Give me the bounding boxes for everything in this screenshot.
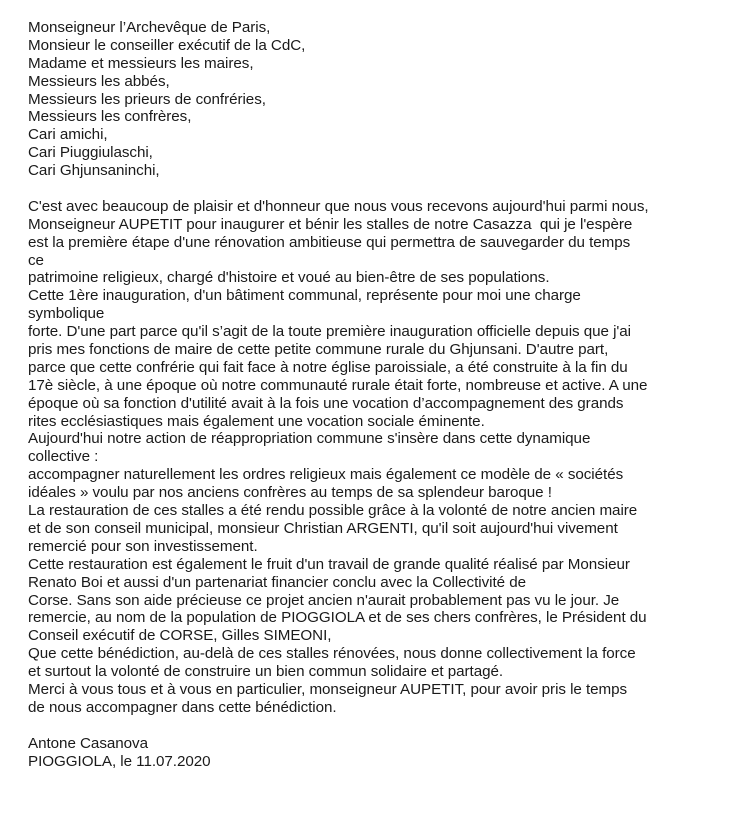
- body-text-line: accompagner naturellement les ordres religieux mais également ce modèle de « sociétés: [28, 466, 624, 484]
- body-text-line: remercié pour son investissement.: [28, 537, 258, 555]
- body-text-line: et de son conseil municipal, monsieur Christian ARGENTI, qu'il soit aujourd'hui vivement: [28, 519, 618, 537]
- letter-body: [28, 198, 718, 717]
- salutation-line: Monseigneur l’Archevêque de Paris,: [28, 19, 271, 36]
- body-text-line: collective :: [28, 448, 99, 466]
- body-text-line: 17è siècle, à une époque où notre communauté rurale était forte, nombreuse et active. A une: [28, 376, 648, 394]
- body-text-line: rites ecclésiastiques mais également une vocation sociale éminente.: [28, 412, 485, 430]
- body-text-line: symbolique: [28, 305, 105, 323]
- paragraph-gap: [28, 717, 718, 735]
- body-text-line: patrimoine religieux, chargé d'histoire et voué au bien-être de ses populations.: [28, 269, 550, 287]
- signature-block: [28, 735, 718, 771]
- body-text-line: idéales » voulu par nos anciens confrères au temps de sa splendeur baroque !: [28, 484, 552, 502]
- body-text-line: Cette 1ère inauguration, d'un bâtiment communal, représente pour moi une charge: [28, 287, 581, 305]
- body-text-line: parce que cette confrérie qui fait face à notre église paroissiale, a été construite à la fin du: [28, 358, 628, 376]
- body-text-line: pris mes fonctions de maire de cette petite commune rurale du Ghjunsani. D'autre part,: [28, 341, 609, 359]
- body-text-line: Conseil exécutif de CORSE, Gilles SIMEONI,: [28, 627, 332, 645]
- body-text-line: remercie, au nom de la population de PIOGGIOLA et de ses chers confrères, le Président du: [28, 609, 647, 627]
- salutation-line: Messieurs les prieurs de confréries,: [28, 90, 266, 108]
- letter-document: [28, 19, 718, 770]
- body-text-line: de nous accompagner dans cette bénédiction.: [28, 698, 337, 716]
- salutation-block: [28, 19, 718, 180]
- place-and-date: PIOGGIOLA, le 11.07.2020: [28, 752, 211, 770]
- salutation-line: Monsieur le conseiller exécutif de la CdC,: [28, 36, 306, 54]
- body-text-line: époque où sa fonction d'utilité avait à la fois une vocation d’accompagnement des grands: [28, 394, 624, 412]
- signatory-name: Antone Casanova: [28, 734, 148, 752]
- salutation-line: Cari amichi,: [28, 126, 108, 144]
- body-text-line: forte. D'une part parce qu'il s’agit de la toute première inauguration officielle depuis que j'ai: [28, 323, 631, 341]
- salutation-line: Cari Ghjunsaninchi,: [28, 162, 160, 180]
- body-text-line: C'est avec beaucoup de plaisir et d'honneur que nous vous recevons aujourd'hui parmi nous,: [28, 197, 649, 215]
- body-text-line: est la première étape d'une rénovation ambitieuse qui permettra de sauvegarder du temps: [28, 233, 631, 251]
- body-text-line: ce: [28, 251, 44, 269]
- body-text-line: Renato Boi et aussi d'un partenariat financier conclu avec la Collectivité de: [28, 573, 526, 591]
- body-text-line: Monseigneur AUPETIT pour inaugurer et bénir les stalles de notre Casazza qui je l'espère: [28, 215, 633, 233]
- salutation-line: Cari Piuggiulaschi,: [28, 144, 153, 162]
- body-text-line: Cette restauration est également le fruit d'un travail de grande qualité réalisé par Monsieur: [28, 555, 630, 573]
- body-text-line: et surtout la volonté de construire un bien commun solidaire et partagé.: [28, 663, 504, 681]
- body-text-line: La restauration de ces stalles a été rendu possible grâce à la volonté de notre ancien maire: [28, 502, 638, 520]
- body-text-line: Corse. Sans son aide précieuse ce projet ancien n'aurait probablement pas vu le jour. Je: [28, 591, 620, 609]
- salutation-line: Messieurs les confrères,: [28, 108, 192, 126]
- salutation-line: Madame et messieurs les maires,: [28, 54, 254, 72]
- paragraph-gap: [28, 180, 718, 198]
- body-text-line: Merci à vous tous et à vous en particulier, monseigneur AUPETIT, pour avoir pris le temps: [28, 680, 628, 698]
- salutation-line: Messieurs les abbés,: [28, 72, 170, 90]
- body-text-line: Que cette bénédiction, au-delà de ces stalles rénovées, nous donne collectivement la force: [28, 645, 636, 663]
- body-text-line: Aujourd'hui notre action de réappropriation commune s'insère dans cette dynamique: [28, 430, 591, 448]
